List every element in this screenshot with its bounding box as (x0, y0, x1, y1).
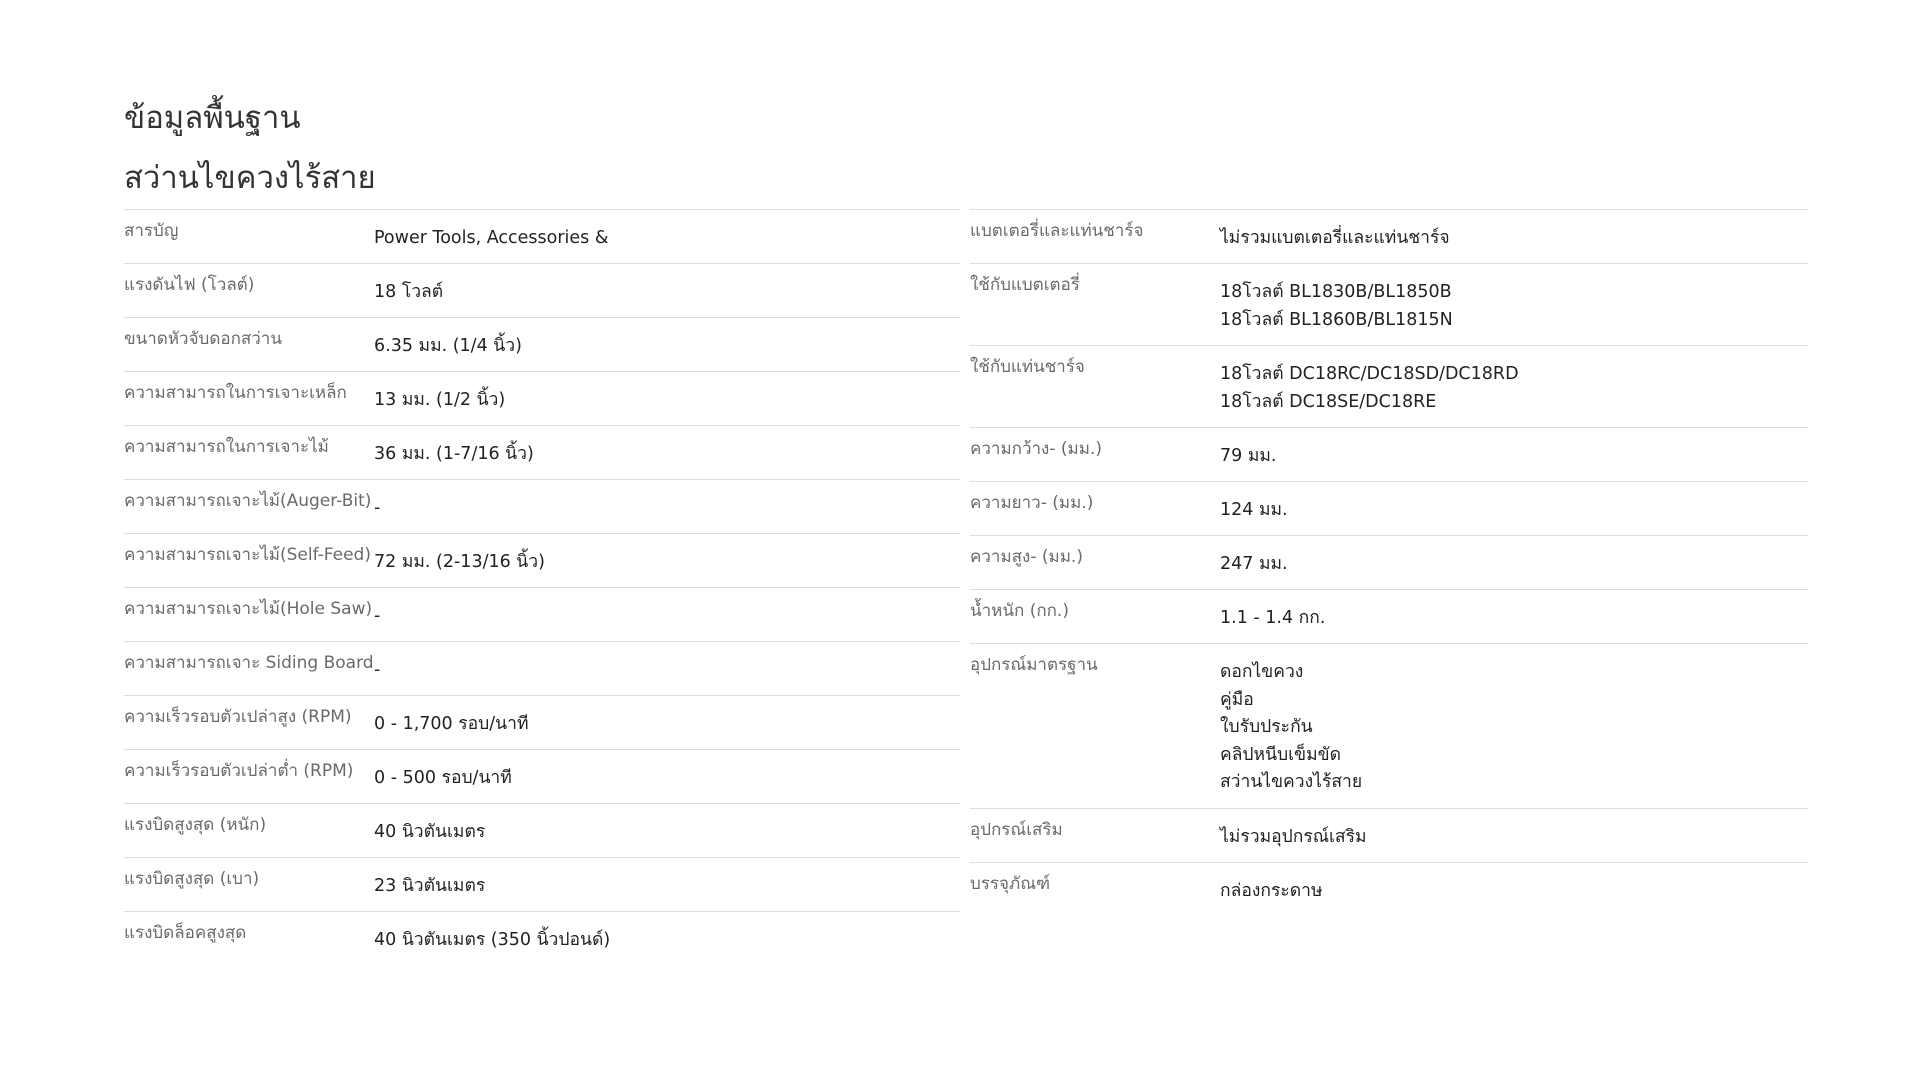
spec-value: 36 มม. (1-7/16 นิ้ว) (374, 444, 534, 464)
spec-value: 6.35 มม. (1/4 นิ้ว) (374, 336, 522, 356)
spec-label: แรงบิดสูงสุด (เบา) (124, 869, 260, 889)
spec-label: ความกว้าง- (มม.) (970, 439, 1102, 459)
spec-table-left (124, 209, 960, 965)
spec-row (124, 587, 960, 641)
spec-label: ความสามารถเจาะไม้(Hole Saw) (124, 599, 373, 619)
spec-row (124, 479, 960, 533)
spec-label: ความสามารถเจาะ Siding Board (124, 653, 374, 673)
spec-value: - (374, 498, 381, 518)
spec-value: ไม่รวมแบตเตอรี่และแท่นชาร์จ (1220, 228, 1450, 248)
spec-value: 0 - 1,700 รอบ/นาที (374, 714, 529, 734)
spec-value: ดอกไขควง คู่มือ ใบรับประกัน คลิปหนีบเข็มขัด สว่านไขควงไร้สาย (1220, 662, 1363, 792)
spec-label: แรงบิดสูงสุด (หนัก) (124, 815, 267, 835)
spec-row (970, 643, 1808, 808)
spec-row (124, 425, 960, 479)
spec-value: 124 มม. (1220, 500, 1288, 520)
spec-value: 40 นิวตันเมตร (350 นิ้วปอนด์) (374, 930, 611, 950)
spec-value: 23 นิวตันเมตร (374, 876, 486, 896)
spec-value: 247 มม. (1220, 554, 1288, 574)
spec-row (970, 427, 1808, 481)
spec-label: ใช้กับแท่นชาร์จ (970, 357, 1085, 377)
spec-row (124, 911, 960, 965)
spec-label: แรงดันไฟ (โวลต์) (124, 275, 255, 295)
spec-value: 18โวลต์ DC18RC/DC18SD/DC18RD 18โวลต์ DC18SE/DC18RE (1220, 364, 1519, 412)
spec-label: อุปกรณ์เสริม (970, 820, 1063, 840)
spec-row (124, 641, 960, 695)
spec-label: แบตเตอรี่และแท่นชาร์จ (970, 221, 1144, 241)
product-title: สว่านไขควงไร้สาย (124, 160, 376, 196)
spec-row (124, 695, 960, 749)
spec-row (970, 481, 1808, 535)
spec-label: ความสามารถในการเจาะเหล็ก (124, 383, 347, 403)
spec-value: 72 มม. (2-13/16 นิ้ว) (374, 552, 545, 572)
spec-label: ความสามารถในการเจาะไม้ (124, 437, 329, 457)
spec-row (124, 533, 960, 587)
spec-label: ขนาดหัวจับดอกสว่าน (124, 329, 282, 349)
spec-row (124, 263, 960, 317)
spec-label: ความสามารถเจาะไม้(Auger-Bit) (124, 491, 372, 511)
spec-value: 18 โวลต์ (374, 282, 444, 302)
spec-row (124, 803, 960, 857)
spec-value: - (374, 660, 381, 680)
spec-row (970, 862, 1808, 916)
spec-value: 1.1 - 1.4 กก. (1220, 608, 1326, 628)
spec-label: ใช้กับแบตเตอรี่ (970, 275, 1080, 295)
spec-row (124, 371, 960, 425)
spec-value: 40 นิวตันเมตร (374, 822, 486, 842)
spec-label: ความสามารถเจาะไม้(Self-Feed) (124, 545, 371, 565)
spec-row (124, 749, 960, 803)
spec-label: บรรจุภัณฑ์ (970, 874, 1051, 894)
spec-value: 18โวลต์ BL1830B/BL1850B 18โวลต์ BL1860B/BL1815N (1220, 282, 1453, 330)
spec-value: 79 มม. (1220, 446, 1277, 466)
spec-row (970, 345, 1808, 427)
spec-row (970, 535, 1808, 589)
spec-label: ความเร็วรอบตัวเปล่าสูง (RPM) (124, 707, 352, 727)
spec-label: ความเร็วรอบตัวเปล่าต่ำ (RPM) (124, 761, 354, 781)
spec-value: ไม่รวมอุปกรณ์เสริม (1220, 827, 1367, 847)
spec-label: น้ำหนัก (กก.) (970, 601, 1069, 621)
spec-row (124, 857, 960, 911)
spec-label: แรงบิดล็อคสูงสุด (124, 923, 247, 943)
spec-label: ความยาว- (มม.) (970, 493, 1094, 513)
spec-row (970, 263, 1808, 345)
spec-label: สารบัญ (124, 221, 179, 241)
spec-label: ความสูง- (มม.) (970, 547, 1083, 567)
spec-label: อุปกรณ์มาตรฐาน (970, 655, 1098, 675)
spec-value: Power Tools, Accessories & (374, 228, 609, 248)
spec-value: 13 มม. (1/2 นิ้ว) (374, 390, 506, 410)
spec-row (124, 209, 960, 263)
spec-value: 0 - 500 รอบ/นาที (374, 768, 512, 788)
spec-row (970, 589, 1808, 643)
spec-value: - (374, 606, 381, 626)
spec-row (124, 317, 960, 371)
section-heading: ข้อมูลพื้นฐาน (124, 100, 301, 136)
spec-row (970, 808, 1808, 862)
spec-row (970, 209, 1808, 263)
spec-table-right (970, 209, 1808, 916)
spec-value: กล่องกระดาษ (1220, 881, 1323, 901)
